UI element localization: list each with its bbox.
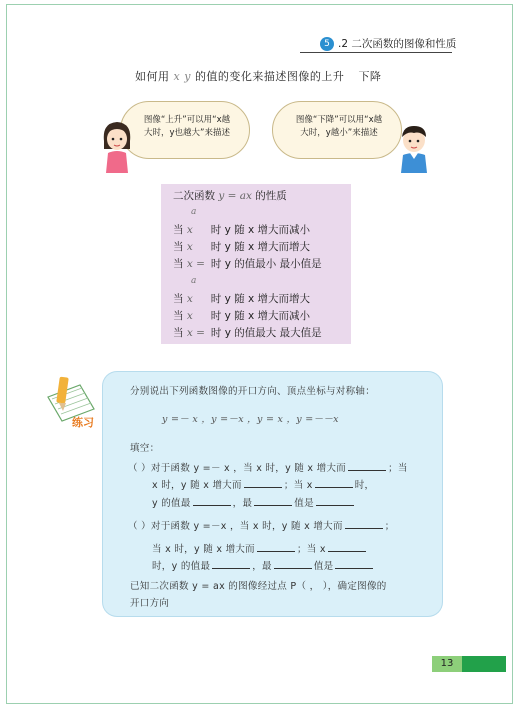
property-row: 当 x 时 y 随 x 增大而增大	[173, 293, 311, 305]
chapter-badge: 5	[320, 37, 334, 51]
speech-bubble-boy: 图像“下降”可以用“x越 大时，y越小”来描述	[272, 101, 402, 159]
question-1-line-1: （ ）对于函数 y =－ x ，当 x 时，y 随 x 增大而 ；当	[128, 463, 408, 474]
property-row: 当 x = 时 y 的值最小 最小值是	[173, 258, 322, 270]
question-2-line-3: 时，y 的值最 ，最 值是	[152, 558, 375, 572]
exercise-functions: y =－ x ，y =－x ，y = x ，y =－－x	[162, 414, 339, 425]
properties-box	[161, 184, 351, 344]
property-row: 当 x = 时 y 的值最大 最大值是	[173, 327, 322, 339]
question-2-line-2: 当 x 时，y 随 x 增大而 ；当 x	[152, 541, 368, 555]
header-rule	[300, 52, 452, 53]
property-row: 当 x 时 y 随 x 增大而增大	[173, 241, 311, 253]
boy-illustration	[397, 123, 431, 173]
speech-bubble-girl: 图像“上升”可以用“x越 大时，y也越大”来描述	[120, 101, 250, 159]
question-3-line-2: 开口方向	[130, 598, 170, 609]
guiding-question: 如何用 x y 的值的变化来描述图像的上升 下降	[135, 70, 382, 83]
chapter-header	[300, 35, 455, 53]
chapter-title: .2 二次函数的图像和性质	[338, 38, 457, 50]
properties-title: 二次函数 y = ax 的性质	[173, 190, 287, 202]
page-number-bar	[462, 656, 506, 672]
group1-condition: a	[191, 207, 197, 217]
property-row: 当 x 时 y 随 x 增大而减小	[173, 224, 311, 236]
question-2-line-1: （ ）对于函数 y =－x ，当 x 时，y 随 x 增大而 ；	[128, 521, 395, 532]
question-1-line-3: y 的值最 ，最 值是	[152, 495, 356, 509]
group2-condition: a	[191, 276, 197, 286]
girl-illustration	[100, 117, 134, 173]
fill-in-label: 填空：	[130, 443, 160, 454]
property-row: 当 x 时 y 随 x 增大而减小	[173, 310, 311, 322]
question-1-line-2: x 时，y 随 x 增大而 ；当 x 时，	[152, 480, 375, 491]
exercise-intro: 分别说出下列函数图像的开口方向、顶点坐标与对称轴：	[130, 386, 376, 397]
question-3-line-1: 已知二次函数 y = ax 的图像经过点 P（ ， ），确定图像的	[130, 581, 387, 592]
page-number: 13	[432, 656, 462, 672]
exercise-label: 练习	[72, 416, 94, 429]
